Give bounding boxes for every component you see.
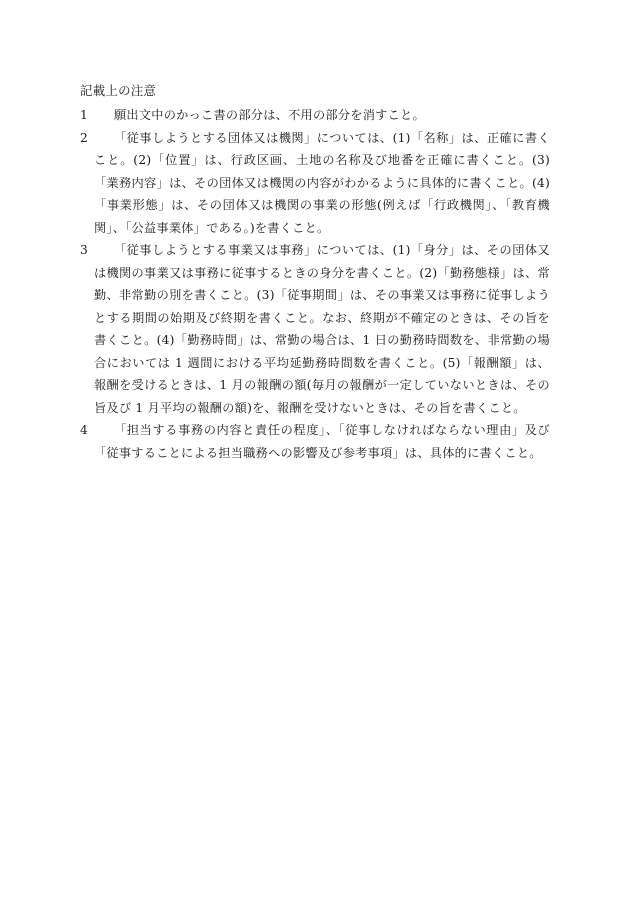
notes-section bbox=[80, 80, 550, 464]
note-number: 1 bbox=[80, 108, 89, 122]
note-number: 4 bbox=[80, 423, 89, 437]
note-item-4 bbox=[80, 419, 550, 464]
note-item-2 bbox=[80, 127, 550, 240]
note-text: 「担当する事務の内容と責任の程度」、「従事しなければならない理由」及び「従事することによる担当職務への影響及び参考事項」は、具体的に書くこと。 bbox=[94, 423, 550, 460]
note-item-3 bbox=[80, 239, 550, 419]
note-number: 2 bbox=[80, 130, 89, 145]
note-item-1 bbox=[80, 104, 550, 127]
note-text: 「従事しようとする事業又は事務」については、(1)「身分」は、その団体又は機関の事業又は事務に従事するときの身分を書くこと。(2)「勤務態様」は、常勤、非常勤の別を書くこと。(3)「従事期間」は、その事業又は事務に従事しようとする期間の始期及び終期を書くこと。なお、終期が不確定のときは、その旨を書くこと。(4)「勤務時間」は、常勤の場合は、1 日の勤務時間数を、非常勤の場合においては 1 週間における平均延勤務時間数を書くこと。(5)「報酬額」は、報酬を受けるときは、1 月の報酬の額(毎月の報酬が一定していないときは、その旨及び 1 月平均の報酬の額)を、報酬を受けないときは、その旨を書くこと。 bbox=[94, 243, 550, 415]
note-number: 3 bbox=[80, 243, 89, 257]
section-heading: 記載上の注意 bbox=[80, 83, 157, 98]
note-text: 願出文中のかっこ書の部分は、不用の部分を消すこと。 bbox=[114, 108, 425, 122]
note-text: 「従事しようとする団体又は機関」については、(1)「名称」は、正確に書くこと。(2)「位置」は、行政区画、土地の名称及び地番を正確に書くこと。(3)「業務内容」は、その団体又は機関の内容がわかるように具体的に書くこと。(4)「事業形態」は、その団体又は機関の事業の形態(例えば「行政機関」、「教育機関」、「公益事業体」である。)を書くこと。 bbox=[94, 130, 550, 235]
